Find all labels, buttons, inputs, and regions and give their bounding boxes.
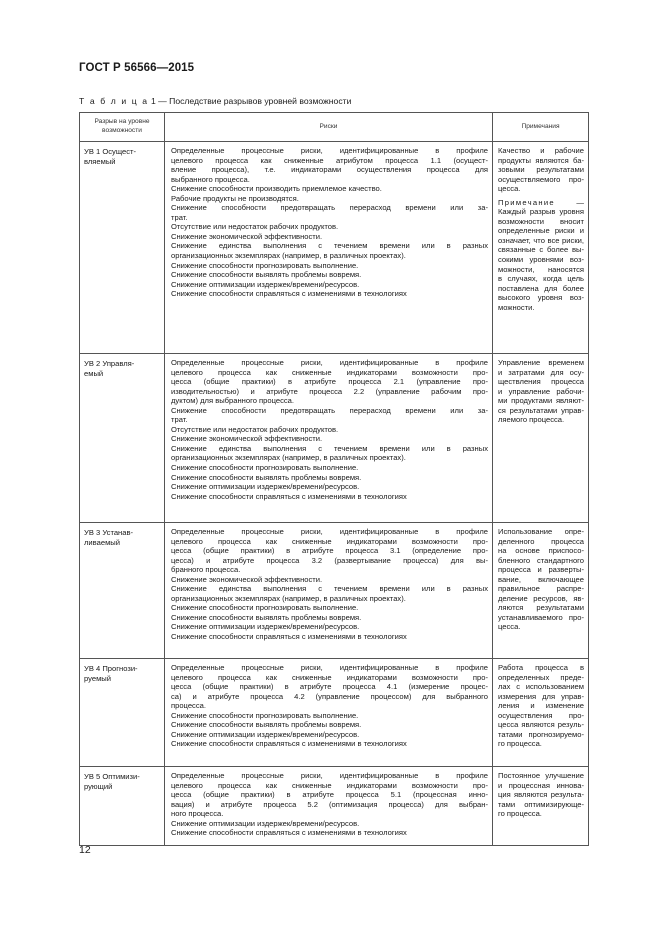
note-line: определенных преде-	[498, 672, 584, 682]
note-line: высокого уровня воз-	[498, 293, 584, 303]
column-header-notes	[493, 113, 589, 142]
table-row	[80, 354, 589, 523]
note-line: татами прогнозируемо-	[498, 729, 584, 739]
note-line: ляемого процесса.	[498, 415, 565, 425]
note-label: Примечание	[498, 197, 555, 207]
risk-line: Снижение способности прогнозировать выполнение.	[171, 260, 359, 270]
notes-cell	[493, 659, 589, 767]
risk-line: Отсутствие или недостаток рабочих продуктов.	[171, 424, 339, 434]
note-line: измерения для управ-	[498, 691, 584, 701]
note-line: ления и изменение	[498, 701, 584, 711]
caption-title: — Последствие разрывов уровней возможности	[158, 96, 352, 106]
note-line: зовыми результатами	[498, 165, 584, 175]
note-line: деление ресурсов, яв-	[498, 593, 584, 603]
risk-line: Снижение оптимизации издержек/времени/ресурсов.	[171, 279, 360, 289]
note-line: возможности вносит	[498, 216, 584, 226]
level-label-line: рующий	[84, 781, 113, 791]
page-number: 12	[79, 844, 91, 856]
risk-line: Рабочие продукты не производятся.	[171, 193, 299, 203]
risk-line: Снижение способности предотвращать перерасход времени или за-	[171, 203, 488, 213]
risk-line: целевого процесса как сниженные индикаторами возможности про-	[171, 367, 488, 377]
risk-line: Снижение способности прогнозировать выполнение.	[171, 603, 359, 613]
risk-line: Определенные процессные риски, идентифицированные в профиле	[171, 663, 488, 672]
note-line: поставлена для более	[498, 283, 584, 293]
risk-line: Определенные процессные риски, идентифицированные в профиле	[171, 771, 488, 780]
risk-line: Снижение способности прогнозировать выполнение.	[171, 710, 359, 720]
column-header-risks-line: Риски	[319, 122, 338, 130]
risk-line: трат.	[171, 415, 188, 425]
risk-line: цесса (общие практики) в атрибуте процесса 3.1 (определение про-	[171, 546, 488, 556]
note-line: тами оптимизирующе-	[498, 799, 584, 809]
level-label-line: вляемый	[84, 156, 116, 166]
note-line: продукты являются ба-	[498, 155, 584, 165]
level-label-line: УВ 3 Устанав-	[84, 528, 134, 537]
notes-cell	[493, 142, 589, 354]
risk-line: Снижение способности справляться с изменениями в технологиях	[171, 289, 407, 299]
level-label-line: УВ 5 Оптимизи-	[84, 772, 140, 781]
risk-line: дуктом) для выбранного процесса.	[171, 396, 295, 406]
note-dash: —	[576, 197, 584, 207]
note-line: го процесса.	[498, 739, 542, 749]
column-header-gap	[80, 113, 165, 142]
risk-line: Снижение способности выявлять проблемы вовремя.	[171, 720, 362, 730]
note-line: можности, наносятся	[498, 264, 584, 274]
note-line: в случаях, когда цель	[498, 274, 584, 284]
risk-line: целевого процесса как сниженные индикаторами возможности про-	[171, 780, 488, 790]
risk-line: Определенные процессные риски, идентифицированные в профиле	[171, 527, 488, 536]
note-line: го процесса.	[498, 809, 542, 819]
note-line: ся результатами управ-	[498, 405, 584, 415]
risk-line: Снижение способности справляться с изменениями в технологиях	[171, 632, 407, 642]
note-line: Работа процесса в	[498, 663, 584, 672]
column-header-gap-line: Разрыв на уровне	[94, 118, 150, 126]
risk-line: Снижение экономической эффективности.	[171, 434, 323, 444]
column-header-notes-line: Примечания	[521, 122, 560, 130]
note-line: означает, что все риски,	[498, 235, 584, 245]
note-line: правильное распре-	[498, 584, 584, 594]
note-line: процесса и разверты-	[498, 565, 584, 575]
risk-line: Снижение способности производить приемлемое качество.	[171, 184, 382, 194]
table-row	[80, 659, 589, 767]
note-line: и затратами для осу-	[498, 367, 584, 377]
note-line: ществления процесса	[498, 377, 584, 387]
level-label-line: УВ 4 Прогнози-	[84, 664, 138, 673]
note-line: деленного процесса	[498, 536, 584, 546]
note-line: ми продуктами являют-	[498, 396, 584, 406]
risk-line: изводительностью) и атрибуте процесса 2.2 (управление рабочим про-	[171, 386, 488, 396]
note-line: Постоянное улучшение	[498, 771, 584, 780]
note-line: осуществляемого про-	[498, 174, 584, 184]
note-line: определенные риски и	[498, 226, 584, 236]
risk-line: вление процесса), т.е. индикаторами осуществления процесса для	[171, 165, 488, 175]
caption-number: 1	[150, 96, 156, 106]
risk-line: Снижение способности прогнозировать выполнение.	[171, 463, 359, 473]
risk-line: цесса (общие практики) в атрибуте процесса 2.1 (управление про-	[171, 377, 488, 387]
note-line: и управление рабочи-	[498, 386, 584, 396]
note-line: Использование опре-	[498, 527, 584, 536]
level-cell	[80, 142, 165, 354]
risk-line: организационных экземплярах (например, в различных проектах).	[171, 251, 406, 261]
level-label-line: УВ 1 Осущест-	[84, 147, 137, 156]
risk-line: целевого процесса как сниженные индикаторами возможности про-	[171, 536, 488, 546]
note-line: вание, включающее	[498, 574, 584, 584]
note-line: ляются результатами	[498, 603, 584, 613]
note-line: на основе приспосо-	[498, 546, 584, 556]
column-header-risks	[165, 113, 493, 142]
level-cell	[80, 354, 165, 523]
level-label-line: ливаемый	[84, 537, 120, 547]
risks-cell	[165, 523, 493, 659]
note-line: Управление временем	[498, 358, 584, 367]
risks-cell	[165, 142, 493, 354]
note-label-line	[498, 198, 584, 208]
risk-line: Снижение оптимизации издержек/времени/ресурсов.	[171, 818, 360, 828]
note-line: цесса.	[498, 622, 521, 632]
note-line: Каждый разрыв уровня	[498, 207, 584, 217]
table-row	[80, 142, 589, 354]
table-caption	[79, 96, 351, 106]
risk-line: Снижение способности предотвращать перерасход времени или за-	[171, 405, 488, 415]
risk-line: Снижение единства выполнения с течением времени или в разных	[171, 241, 488, 251]
note-line: осуществления про-	[498, 710, 584, 720]
consequences-table	[79, 112, 589, 846]
risk-line: Определенные процессные риски, идентифицированные в профиле	[171, 146, 488, 155]
risk-line: Снижение способности выявлять проблемы вовремя.	[171, 612, 362, 622]
table-row	[80, 523, 589, 659]
table-header-row	[80, 113, 589, 142]
risk-line: ного процесса.	[171, 809, 224, 819]
risk-line: Определенные процессные риски, идентифицированные в профиле	[171, 358, 488, 367]
table-row	[80, 767, 589, 846]
notes-cell	[493, 354, 589, 523]
level-cell	[80, 523, 165, 659]
risk-line: вация) и атрибуте процесса 5.2 (оптимизация процесса) для выбран-	[171, 799, 488, 809]
level-label-line: УВ 2 Управля-	[84, 359, 135, 368]
risk-line: цесса (общие практики) в атрибуте процесса 4.1 (измерение процес-	[171, 682, 488, 692]
risk-line: цесса (общие практики) в атрибуте процесса 5.1 (процессная инно-	[171, 790, 488, 800]
note-line: Качество и рабочие	[498, 146, 584, 155]
risk-line: Снижение единства выполнения с течением времени или в разных	[171, 584, 488, 594]
notes-cell	[493, 767, 589, 846]
risks-cell	[165, 659, 493, 767]
risk-line: Снижение экономической эффективности.	[171, 231, 323, 241]
risk-line: трат.	[171, 212, 188, 222]
level-cell	[80, 767, 165, 846]
risk-line: организационных экземплярах (например, в различных проектах).	[171, 453, 406, 463]
level-label-line: руемый	[84, 673, 111, 683]
note-line: лах с использованием	[498, 682, 584, 692]
note-line: устанавливаемого про-	[498, 612, 584, 622]
risk-line: Снижение оптимизации издержек/времени/ресурсов.	[171, 729, 360, 739]
note-line: можности.	[498, 302, 535, 312]
risk-line: Снижение экономической эффективности.	[171, 574, 323, 584]
note-line: и процессная иннова-	[498, 780, 584, 790]
risk-line: Отсутствие или недостаток рабочих продуктов.	[171, 222, 339, 232]
standard-header: ГОСТ Р 56566—2015	[79, 62, 195, 74]
note-line: сокими уровнями воз-	[498, 255, 584, 265]
risk-line: Снижение способности справляться с изменениями в технологиях	[171, 739, 407, 749]
risk-line: цесса) и атрибуте процесса 3.2 (развертывание процесса) для вы-	[171, 555, 488, 565]
risk-line: Снижение оптимизации издержек/времени/ресурсов.	[171, 482, 360, 492]
risk-line: бранного процесса.	[171, 565, 241, 575]
column-header-gap-line: возможности	[102, 127, 142, 134]
risk-line: са) и атрибуте процесса 4.2 (управление процессом) для выбранного	[171, 691, 488, 701]
risk-line: целевого процесса как сниженные атрибутом процесса 1.1 (осущест-	[171, 155, 488, 165]
note-line: цесса.	[498, 184, 521, 194]
note-line: бленного стандартного	[498, 555, 584, 565]
risk-line: Снижение способности справляться с изменениями в технологиях	[171, 491, 407, 501]
risk-line: Снижение оптимизации издержек/времени/ресурсов.	[171, 622, 360, 632]
caption-prefix: Т а б л и ц а	[79, 96, 149, 106]
risk-line: Снижение единства выполнения с течением времени или в разных	[171, 443, 488, 453]
risk-line: Снижение способности выявлять проблемы вовремя.	[171, 472, 362, 482]
risk-line: Снижение способности выявлять проблемы вовремя.	[171, 270, 362, 280]
risk-line: Снижение способности справляться с изменениями в технологиях	[171, 828, 407, 838]
note-line: ция являются результа-	[498, 790, 584, 800]
note-line: цесса являются резуль-	[498, 720, 584, 730]
risk-line: выбранного процесса.	[171, 174, 250, 184]
risk-line: целевого процесса как сниженные индикаторами возможности про-	[171, 672, 488, 682]
notes-cell	[493, 523, 589, 659]
risks-cell	[165, 767, 493, 846]
risk-line: организационных экземплярах (например, в различных проектах).	[171, 593, 406, 603]
level-cell	[80, 659, 165, 767]
note-line: связанные с более вы-	[498, 245, 584, 255]
risks-cell	[165, 354, 493, 523]
risk-line: процесса.	[171, 701, 206, 711]
level-label-line: емый	[84, 368, 104, 378]
